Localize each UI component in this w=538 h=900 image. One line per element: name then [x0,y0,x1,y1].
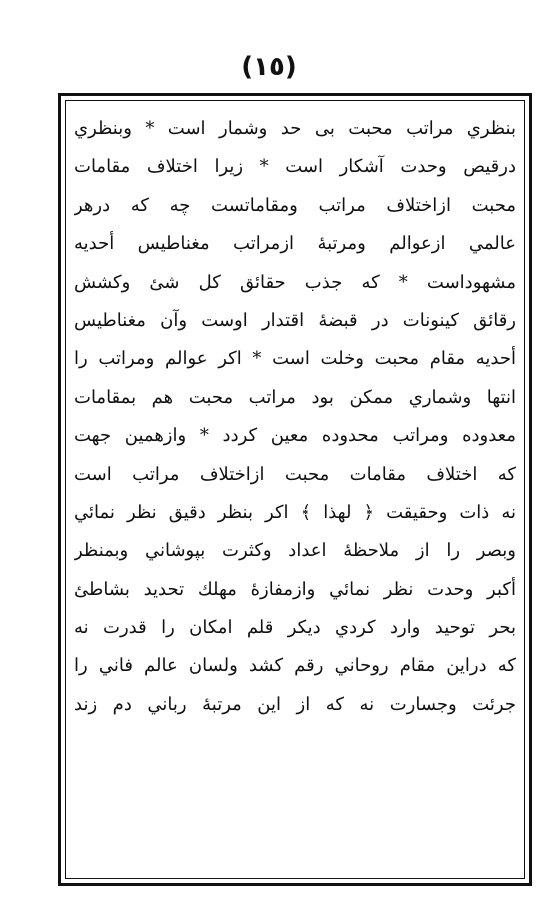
text-line-7: أحديه مقام محبت وخلت است * اكر عوالم ومراتب را [74,348,516,370]
text-line-13: أكبر وحدت نظر نمائي وازمفازهٔ مهلك تحديد بشاطئ [74,578,516,600]
text-line-8: انتها وشماري ممكن بود مراتب محبت هم بمقامات [74,386,516,408]
text-line-6: رقائق كينونات در قبضهٔ اقتدار اوست وآن مغناطيس [74,309,516,331]
text-line-5: مشهوداست * كه جذب حقائق كل شئ وكشش [74,271,516,293]
text-line-11: نه ذات وحقيقت ﴿ لهذا ﴾ اكر بنظر دقيق نظر نمائي [74,501,516,523]
text-line-1: بنظري مراتب محبت بی حد وشمار است * وبنظري [74,118,516,139]
text-line-15: كه دراين مقام روحاني رقم كشد ولسان عالم فاني را [74,655,516,677]
text-line-14: بحر توحيد وارد كردي ديكر قلم امكان را قدرت نه [74,617,516,639]
page-number: (١٥) [241,52,297,82]
text-line-9: معدوده ومراتب محدوده معين كردد * وازهمين جهت [74,425,516,447]
text-line-4: عالمي ازعوالم ومرتبهٔ ازمراتب مغناطيس أحديه [74,233,516,255]
text-line-2: درقيص وحدت آشكار است * زيرا اختلاف مقامات [74,156,516,178]
text-line-3: محبت ازاختلاف مراتب ومقاماتست چه كه درهر [74,194,516,216]
text-line-16: جرئت وجسارت نه كه از اين مرتبهٔ رباني دم زند [74,693,516,715]
text-line-10: كه اختلاف مقامات محبت ازاختلاف مراتب است [74,463,516,485]
text-line-12: وبصر را از ملاحظهٔ اعداد وكثرت بپوشاني وبمنظر [74,540,516,562]
body-text [74,110,516,870]
